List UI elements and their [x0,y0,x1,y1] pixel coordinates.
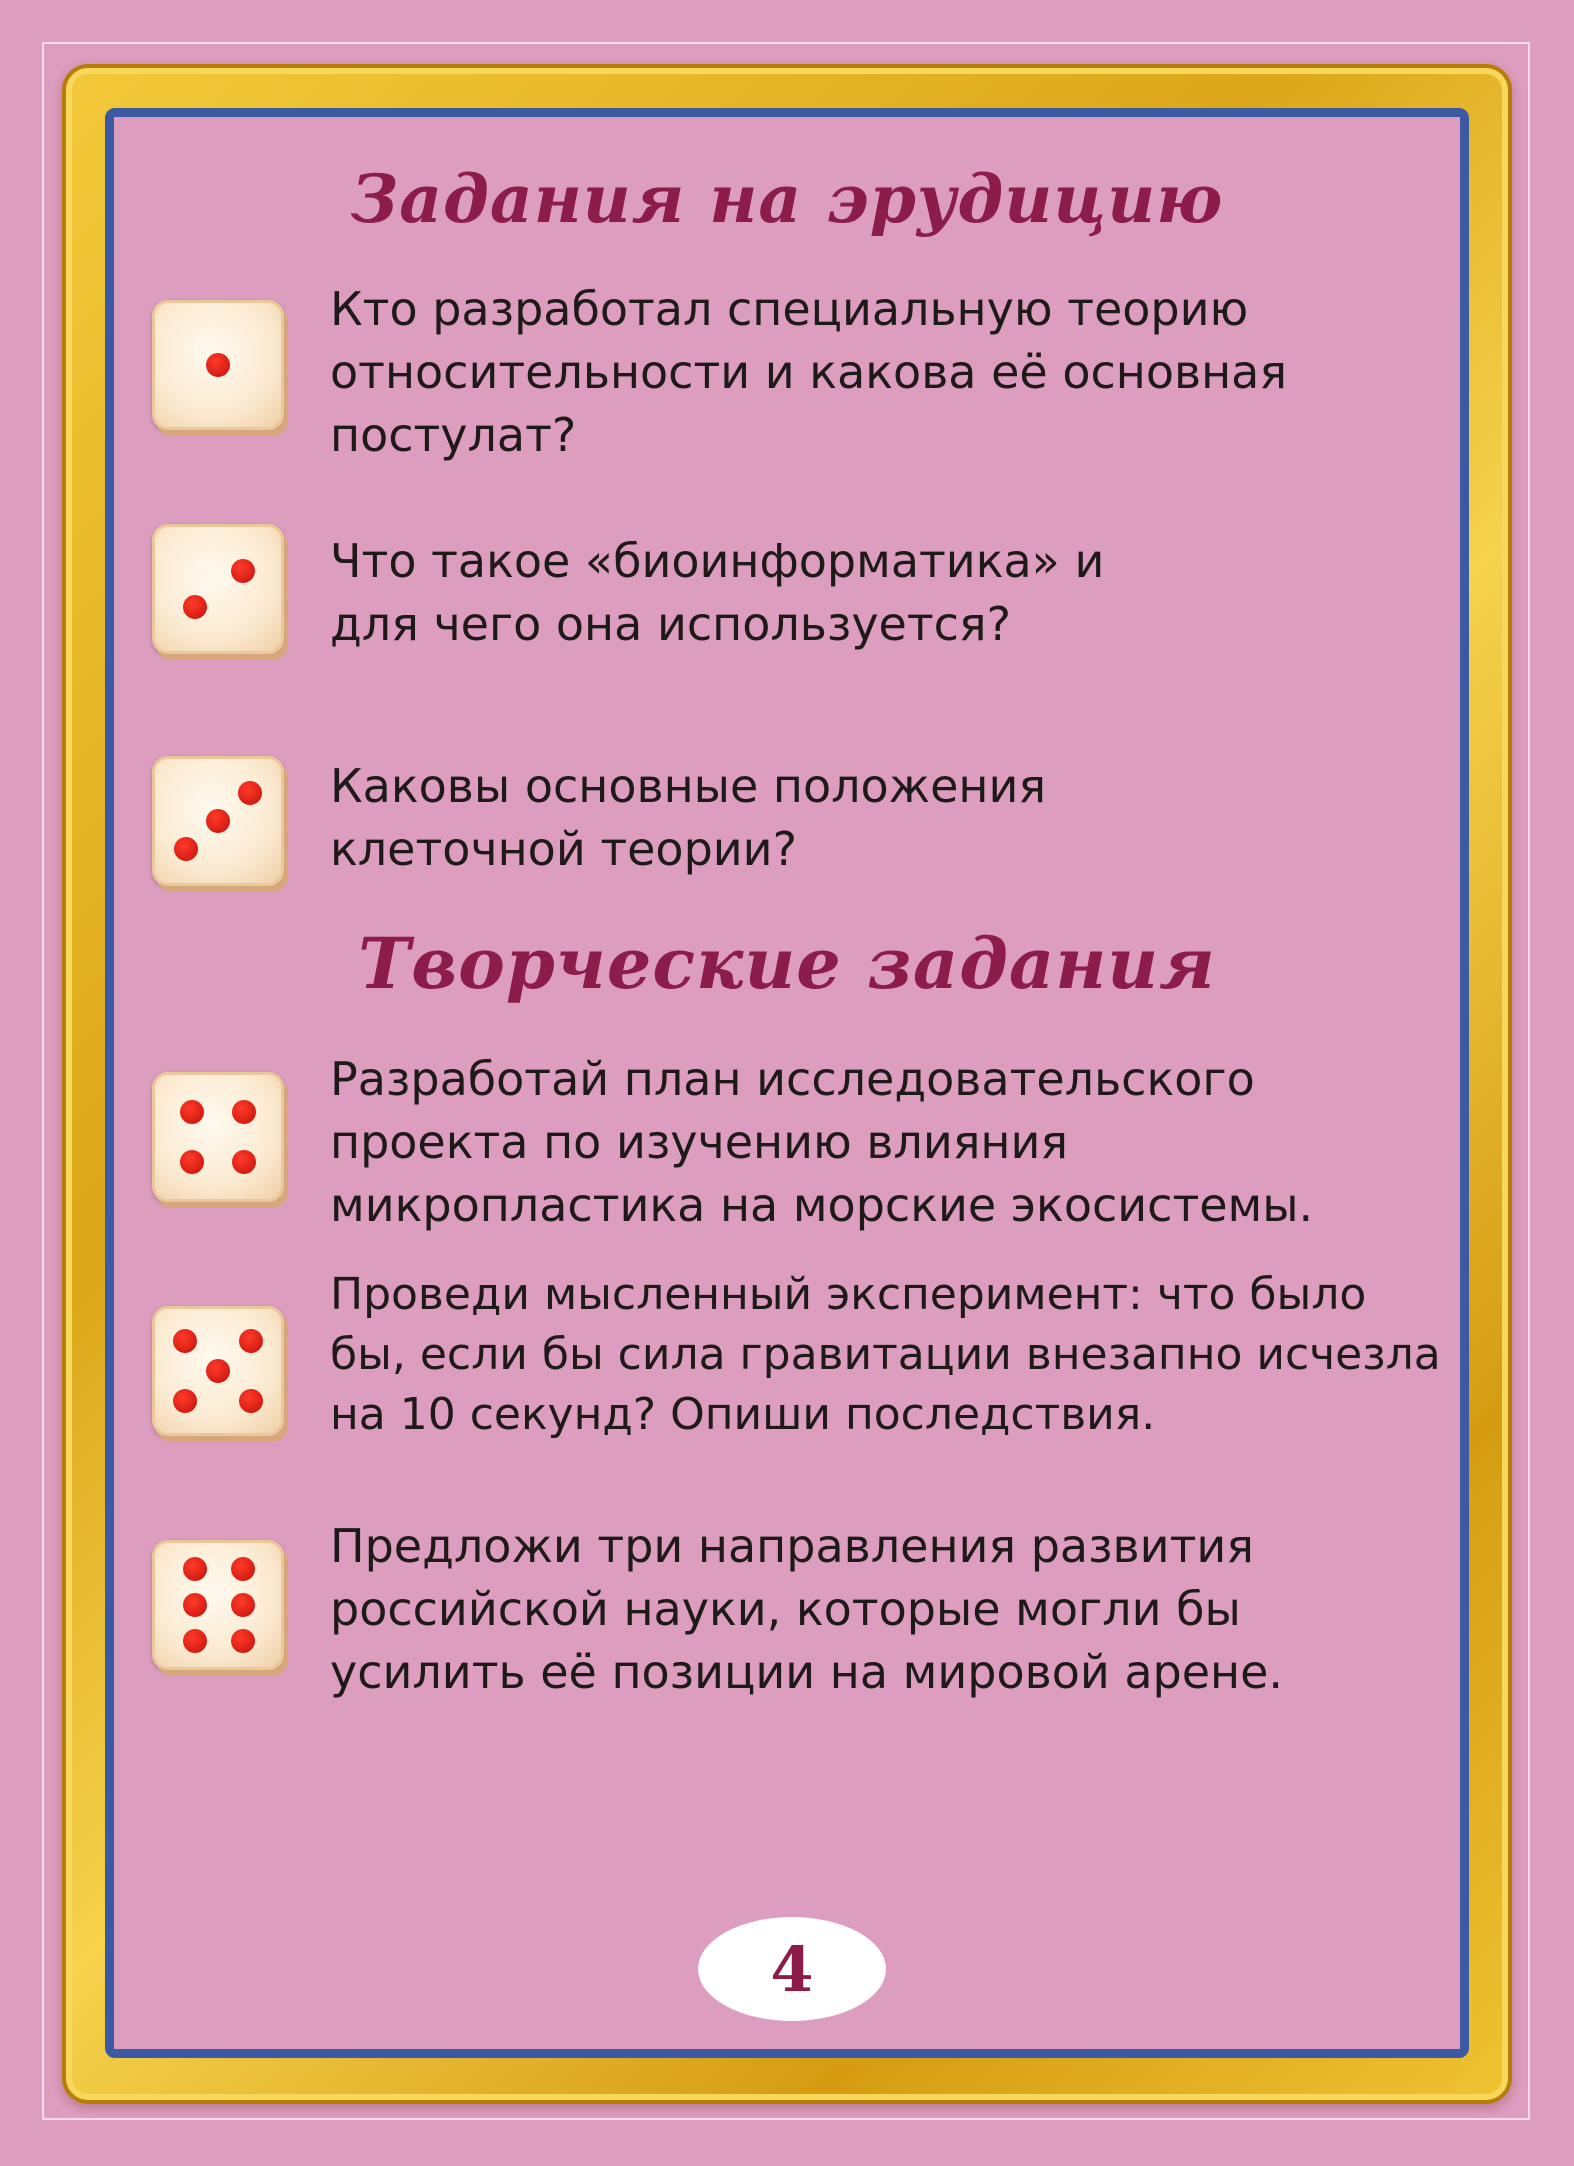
die-pip [231,1629,255,1653]
erudition-task-2: Что такое «биоинформатика» и для чего она используется? [330,534,1105,651]
dice-two-icon [152,524,284,654]
die-pip [173,1389,197,1413]
dice-five-icon [152,1306,284,1436]
die-pip [232,1150,256,1174]
die-pip [206,353,230,377]
die-pip [239,1329,263,1353]
erudition-heading: Задания на эрудицию [350,160,1224,238]
dice-six-icon [152,1540,284,1670]
die-pip [174,837,198,861]
die-pip [180,1150,204,1174]
page-number-badge [698,1917,886,2021]
erudition-task-1: Кто разработал специальную теорию относительности и какова её основная постулат? [330,282,1288,462]
page-number: 4 [770,1932,814,2006]
dice-three-icon [152,756,284,886]
die-pip [180,1100,204,1124]
die-pip [183,1557,207,1581]
dice-four-icon [152,1072,284,1202]
die-pip [206,809,230,833]
die-pip [173,1329,197,1353]
die-pip [231,559,255,583]
die-pip [232,1100,256,1124]
creative-task-1: Разработай план исследовательского проекта по изучению влияния микропластика на морские экосистемы. [330,1052,1314,1232]
die-pip [231,1593,255,1617]
die-pip [183,595,207,619]
erudition-task-3: Каковы основные положения клеточной теории? [330,759,1047,876]
creative-task-3: Предложи три направления развития российской науки, которые могли бы усилить её позиции на мировой арене. [330,1519,1284,1699]
die-pip [206,1359,230,1383]
die-pip [239,1389,263,1413]
dice-one-icon [152,300,284,430]
die-pip [231,1557,255,1581]
creative-heading: Творческие задания [358,922,1216,1005]
creative-task-2: Проведи мысленный эксперимент: что было бы, если бы сила гравитации внезапно исчезла на 10 секунд? Опиши последствия. [330,1269,1441,1440]
die-pip [183,1629,207,1653]
die-pip [238,781,262,805]
die-pip [183,1593,207,1617]
